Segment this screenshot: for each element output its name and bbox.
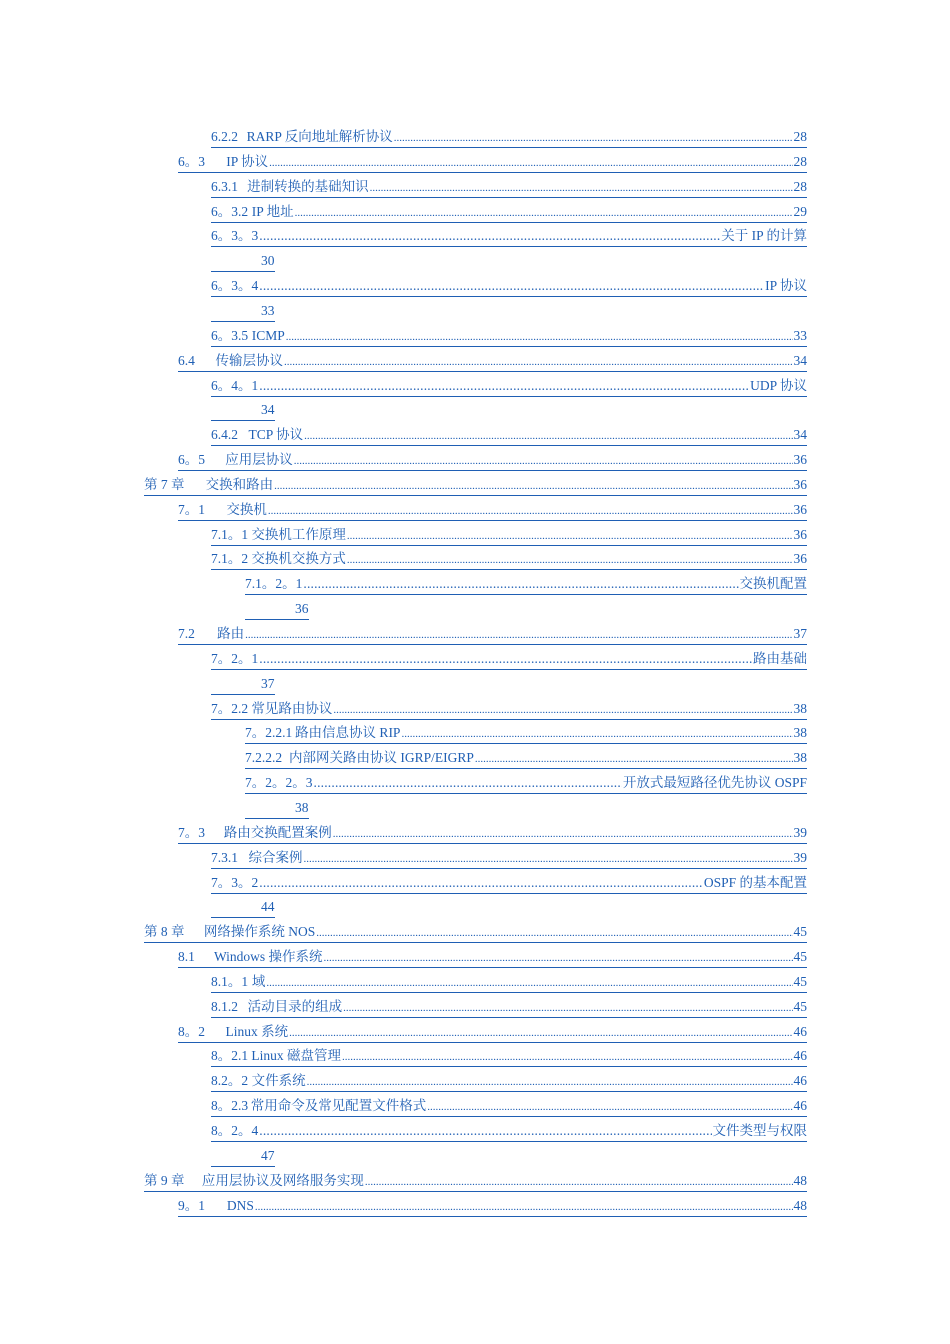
toc-entry-title: DNS xyxy=(226,1197,254,1213)
toc-entry-title: 应用层协议 xyxy=(225,452,293,468)
toc-entry-page: 37 xyxy=(261,675,275,691)
toc-entry-page-continuation[interactable] xyxy=(211,1146,275,1167)
toc-link[interactable] xyxy=(178,450,807,471)
toc-entry-title: Windows 操作系统 xyxy=(213,949,323,965)
toc-entry-number: 6.3.1 xyxy=(211,178,238,194)
dot-leader xyxy=(347,550,793,570)
toc-link[interactable] xyxy=(178,351,807,372)
toc-entry-number: 9。1 xyxy=(178,1197,205,1213)
toc-entry[interactable] xyxy=(144,922,807,944)
toc-entry-title: 进制转换的基础知识 xyxy=(247,178,369,194)
toc-entry[interactable] xyxy=(211,226,807,248)
toc-entry-page: 33 xyxy=(261,302,275,318)
toc-link[interactable] xyxy=(245,773,807,794)
toc-entry-number: 7.2.2.2 xyxy=(245,750,283,766)
toc-link[interactable] xyxy=(178,823,807,844)
toc-entry-page: 38 xyxy=(793,725,807,741)
dot-leader xyxy=(427,1097,792,1117)
toc-link[interactable] xyxy=(211,376,807,397)
dot-leader xyxy=(286,327,793,347)
toc-entry[interactable] xyxy=(178,450,807,472)
toc-entry-title: Linux 系统 xyxy=(225,1023,289,1039)
toc-entry-title: 关于 IP 的计算 xyxy=(721,228,807,244)
toc-entry-number: 8。2 xyxy=(178,1023,205,1039)
toc-entry[interactable] xyxy=(245,773,807,795)
dot-leader xyxy=(269,153,792,173)
toc-link[interactable] xyxy=(211,177,807,198)
toc-entry-title: UDP 协议 xyxy=(750,377,807,393)
toc-entry-page: 45 xyxy=(793,998,807,1014)
toc-entry-page-continuation[interactable] xyxy=(211,301,275,322)
toc-link[interactable] xyxy=(144,1171,807,1192)
toc-entry-number: 7。2。1 xyxy=(211,650,259,666)
toc-entry[interactable] xyxy=(211,1096,807,1118)
toc-link[interactable] xyxy=(211,127,807,148)
toc-entry[interactable] xyxy=(211,177,807,199)
toc-entry[interactable] xyxy=(245,723,807,745)
toc-entry-number: 6.4.2 xyxy=(211,427,238,443)
toc-entry-number: 6。3.5 xyxy=(211,327,249,343)
toc-entry-page: 38 xyxy=(793,700,807,716)
dot-leader xyxy=(394,128,793,148)
toc-entry-title: IP 协议 xyxy=(226,153,269,169)
toc-link[interactable] xyxy=(178,500,807,521)
dot-leader xyxy=(259,226,720,246)
dot-leader xyxy=(304,849,793,869)
toc-entry-title: 交换机 xyxy=(226,501,267,517)
toc-entry-page: 28 xyxy=(793,129,807,144)
dot-leader xyxy=(401,724,792,744)
toc-link[interactable] xyxy=(211,997,807,1018)
dot-leader xyxy=(303,574,738,594)
toc-link[interactable] xyxy=(211,549,807,570)
toc-entry-title: 网络操作系统 NOS xyxy=(203,924,316,940)
toc-entry-title: 文件类型与权限 xyxy=(712,1123,807,1138)
toc-entry-title: 路由信息协议 RIP xyxy=(295,725,401,741)
toc-entry-number: 6。3。4 xyxy=(211,278,259,294)
toc-entry[interactable] xyxy=(211,1121,807,1143)
toc-link[interactable] xyxy=(211,1121,807,1142)
toc-entry-number: 8。2。4 xyxy=(211,1123,259,1138)
dot-leader xyxy=(307,1072,793,1092)
toc-entry[interactable] xyxy=(178,1022,807,1044)
toc-entry-page: 36 xyxy=(793,501,807,517)
toc-entry-page: 39 xyxy=(793,849,807,865)
dot-leader xyxy=(259,276,764,296)
toc-entry-page: 38 xyxy=(295,799,309,815)
toc-entry-number: 6。4。1 xyxy=(211,377,259,393)
toc-entry-number: 6。3。3 xyxy=(211,228,259,244)
toc-entry-number: 7。3 xyxy=(178,824,205,840)
toc-entry-page: 46 xyxy=(793,1098,807,1114)
toc-entry-title: 交换机工作原理 xyxy=(251,526,346,542)
toc-entry-page-continuation[interactable] xyxy=(211,400,275,421)
toc-entry[interactable] xyxy=(144,1171,807,1193)
toc-link[interactable] xyxy=(211,848,807,869)
toc-entry-title: RARP 反向地址解析协议 xyxy=(246,129,393,144)
toc-entry-title: 文件系统 xyxy=(251,1073,306,1089)
dot-leader xyxy=(324,948,793,968)
toc-link[interactable] xyxy=(245,748,807,769)
toc-entry[interactable] xyxy=(178,351,807,373)
toc-link[interactable] xyxy=(211,873,807,894)
toc-entry[interactable] xyxy=(211,127,807,149)
toc-entry-page: 36 xyxy=(793,452,807,468)
dot-leader xyxy=(266,973,792,993)
toc-entry-title: 传输层协议 xyxy=(215,352,284,368)
toc-entry-number: 6.4 xyxy=(178,352,195,368)
dot-leader xyxy=(304,426,792,446)
toc-entry-page: 28 xyxy=(793,178,807,194)
toc-entry[interactable] xyxy=(211,649,807,671)
toc-entry-page: 34 xyxy=(793,427,807,443)
toc-entry-number: 8.2。2 xyxy=(211,1073,249,1089)
toc-entry[interactable] xyxy=(245,574,807,596)
toc-entry-page: 30 xyxy=(261,253,275,269)
dot-leader xyxy=(365,1172,793,1192)
toc-entry-number: 7。2。2。3 xyxy=(245,775,313,791)
toc-entry-title: 开放式最短路径优先协议 OSPF xyxy=(622,775,807,791)
toc-entry-number: 7。2.2.1 xyxy=(245,725,293,741)
toc-entry-title: OSPF 的基本配置 xyxy=(703,874,807,890)
toc-entry[interactable] xyxy=(178,624,807,646)
dot-leader xyxy=(259,873,703,893)
toc-link[interactable] xyxy=(211,425,807,446)
dot-leader xyxy=(370,178,793,198)
toc-entry[interactable] xyxy=(178,152,807,174)
toc-entry-page: 34 xyxy=(793,352,807,368)
toc-entry-page-continuation[interactable] xyxy=(245,599,309,620)
toc-entry-number: 8.1 xyxy=(178,949,195,965)
dot-leader xyxy=(295,203,793,223)
toc-entry[interactable] xyxy=(178,823,807,845)
toc-link[interactable] xyxy=(178,152,807,173)
dot-leader xyxy=(259,649,752,669)
dot-leader xyxy=(274,476,792,496)
toc-link[interactable] xyxy=(211,326,807,347)
dot-leader xyxy=(245,625,792,645)
toc-entry-title: 路由基础 xyxy=(753,650,807,666)
toc-entry-number: 第 9 章 xyxy=(144,1172,185,1188)
toc-entry-title: 交换机配置 xyxy=(739,576,807,592)
toc-entry-page-continuation[interactable] xyxy=(245,798,309,819)
toc-link[interactable] xyxy=(178,947,807,968)
dot-leader xyxy=(259,376,749,396)
toc-link[interactable] xyxy=(211,1096,807,1117)
toc-entry-title: Linux 磁盘管理 xyxy=(251,1048,341,1064)
toc-entry-title: 活动目录的组成 xyxy=(247,998,343,1014)
dot-leader xyxy=(333,700,792,720)
toc-entry-number: 7。3。2 xyxy=(211,874,259,890)
toc-entry-page: 45 xyxy=(793,924,807,940)
toc-entry-page: 48 xyxy=(793,1197,807,1213)
toc-link[interactable] xyxy=(245,723,807,744)
toc-entry[interactable] xyxy=(211,848,807,870)
toc-entry-page: 46 xyxy=(793,1048,807,1064)
toc-entry-number: 7.3.1 xyxy=(211,849,238,865)
toc-entry-title: 内部网关路由协议 IGRP/EIGRP xyxy=(288,750,474,766)
toc-entry-number: 6。3.2 xyxy=(211,203,249,219)
toc-entry-number: 6。5 xyxy=(178,452,205,468)
toc-entry[interactable] xyxy=(211,699,807,721)
toc-entry-number: 8。2.1 xyxy=(211,1048,249,1064)
toc-entry-page-continuation[interactable] xyxy=(211,897,275,918)
toc-entry-page: 36 xyxy=(295,601,309,617)
toc-entry-title: 常用命令及常见配置文件格式 xyxy=(250,1098,427,1114)
toc-entry-page: 28 xyxy=(793,153,807,169)
dot-leader xyxy=(289,1023,792,1043)
toc-link[interactable] xyxy=(245,574,807,595)
dot-leader xyxy=(294,451,793,471)
toc-entry[interactable] xyxy=(211,972,807,994)
toc-link[interactable] xyxy=(211,1046,807,1067)
dot-leader xyxy=(314,773,622,793)
toc-entry-number: 7.1。2 xyxy=(211,551,249,567)
dot-leader xyxy=(475,749,793,769)
toc-entry[interactable] xyxy=(211,549,807,571)
toc-entry-page: 37 xyxy=(793,626,807,641)
toc-entry-number: 6.2.2 xyxy=(211,129,238,144)
toc-entry[interactable] xyxy=(211,202,807,224)
toc-entry-page: 45 xyxy=(793,949,807,965)
toc-entry-page-continuation[interactable] xyxy=(211,251,275,272)
dot-leader xyxy=(343,998,792,1018)
toc-entry-number: 8。2.3 xyxy=(211,1098,249,1114)
dot-leader xyxy=(284,352,792,372)
toc-entry-number: 第 8 章 xyxy=(144,924,185,940)
toc-entry-page: 33 xyxy=(793,327,807,343)
toc-entry-page: 39 xyxy=(793,824,807,840)
dot-leader xyxy=(268,501,793,521)
toc-link[interactable] xyxy=(211,1071,807,1092)
toc-entry[interactable] xyxy=(211,525,807,547)
dot-leader xyxy=(333,824,793,844)
toc-link[interactable] xyxy=(211,699,807,720)
toc-entry-page: 34 xyxy=(261,402,275,418)
toc-entry-title: 交换机交换方式 xyxy=(251,551,346,567)
dot-leader xyxy=(347,526,793,546)
toc-entry-number: 7。2.2 xyxy=(211,700,249,716)
toc-link[interactable] xyxy=(144,475,807,496)
dot-leader xyxy=(316,923,792,943)
toc-entry[interactable] xyxy=(211,873,807,895)
toc-entry-title: 综合案例 xyxy=(248,849,303,865)
toc-entry-page: 46 xyxy=(793,1073,807,1089)
toc-link[interactable] xyxy=(211,525,807,546)
toc-entry-number: 7.1。2。1 xyxy=(245,576,303,592)
toc-entry-number: 8.1.2 xyxy=(211,998,238,1014)
toc-entry-page: 29 xyxy=(793,203,807,219)
toc-entry-title: IP 地址 xyxy=(251,203,294,219)
toc-entry[interactable] xyxy=(178,500,807,522)
toc-entry-title: 路由 xyxy=(217,626,245,641)
toc-link[interactable] xyxy=(211,276,807,297)
toc-entry[interactable] xyxy=(178,947,807,969)
toc-entry-page: 36 xyxy=(793,526,807,542)
toc-link[interactable] xyxy=(178,624,807,645)
toc-entry[interactable] xyxy=(211,1046,807,1068)
toc-entry[interactable] xyxy=(211,276,807,298)
toc-link[interactable] xyxy=(211,972,807,993)
toc-link[interactable] xyxy=(178,1196,807,1217)
dot-leader xyxy=(342,1047,793,1067)
toc-entry-title: 域 xyxy=(251,973,266,989)
toc-link[interactable] xyxy=(178,1022,807,1043)
dot-leader xyxy=(259,1121,711,1141)
toc-entry-page: 47 xyxy=(261,1147,275,1163)
toc-entry-page-continuation[interactable] xyxy=(211,674,275,695)
toc-entry[interactable] xyxy=(211,425,807,447)
toc-entry[interactable] xyxy=(211,997,807,1019)
toc-entry-title: 路由交换配置案例 xyxy=(223,824,332,840)
toc-entry[interactable] xyxy=(245,748,807,770)
toc-entry-title: 应用层协议及网络服务实现 xyxy=(201,1172,364,1188)
toc-entry-number: 7。1 xyxy=(178,501,205,517)
toc-entry-number: 7.2 xyxy=(178,626,195,641)
toc-entry-number: 7.1。1 xyxy=(211,526,249,542)
toc-entry[interactable] xyxy=(178,1196,807,1218)
toc-link[interactable] xyxy=(211,226,807,247)
toc-entry-title: TCP 协议 xyxy=(248,427,304,443)
toc-entry-page: 38 xyxy=(793,750,807,766)
toc-entry[interactable] xyxy=(211,326,807,348)
toc-entry-number: 6。3 xyxy=(178,153,205,169)
dot-leader xyxy=(255,1197,793,1217)
toc-entry[interactable] xyxy=(144,475,807,497)
toc-link[interactable] xyxy=(144,922,807,943)
toc-entry-title: 常见路由协议 xyxy=(251,700,333,716)
toc-entry-number: 第 7 章 xyxy=(144,476,185,492)
toc-entry-page: 45 xyxy=(793,973,807,989)
toc-entry-title: ICMP xyxy=(251,327,285,343)
toc-entry-page: 36 xyxy=(793,551,807,567)
toc-entry-page: 44 xyxy=(261,899,275,915)
toc-link[interactable] xyxy=(211,202,807,223)
toc-entry-page: 48 xyxy=(793,1172,807,1188)
toc-entry-number: 8.1。1 xyxy=(211,973,249,989)
toc-entry[interactable] xyxy=(211,376,807,398)
toc-entry-page: 36 xyxy=(793,476,807,492)
toc-entry[interactable] xyxy=(211,1071,807,1093)
toc-entry-title: IP 协议 xyxy=(765,278,807,294)
toc-entry-title: 交换和路由 xyxy=(205,476,274,492)
toc-link[interactable] xyxy=(211,649,807,670)
toc-entry-page: 46 xyxy=(793,1023,807,1039)
